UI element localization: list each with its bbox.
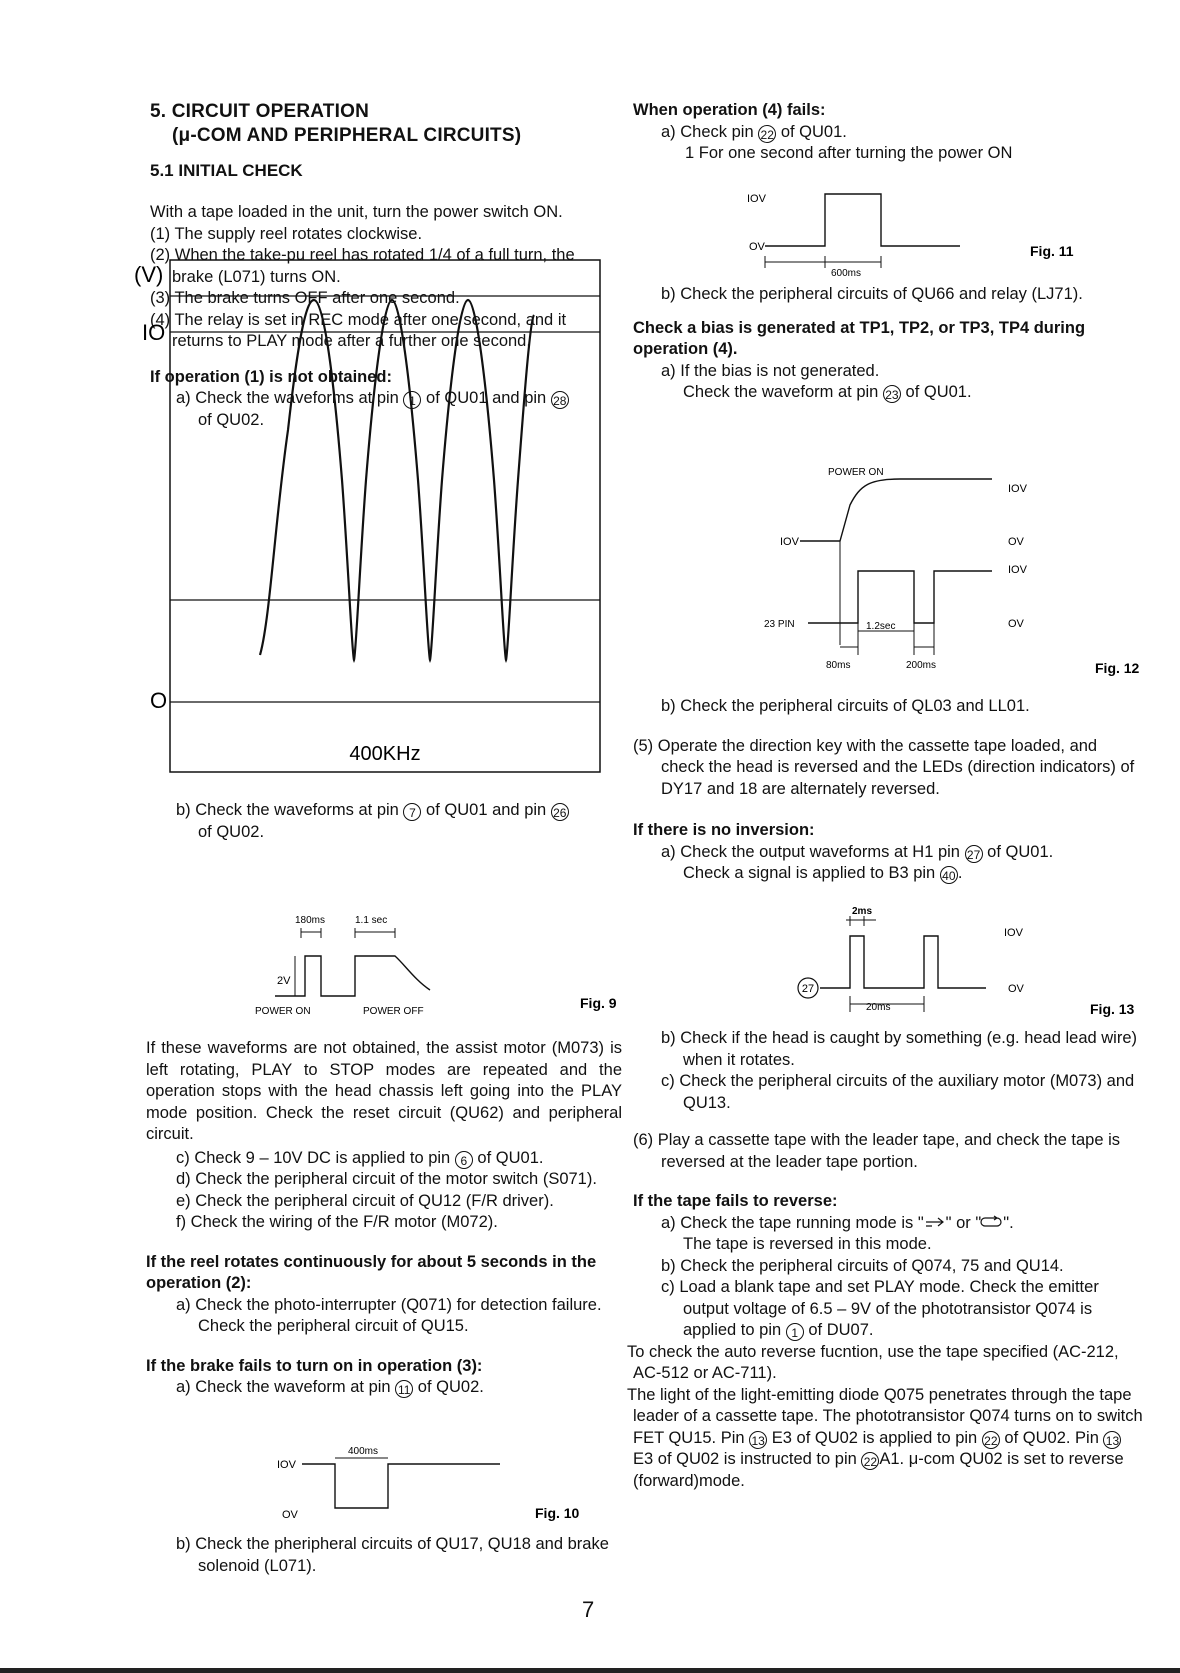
op2-a: a) Check the photo-interrupter (Q071) for detection failure. Check the peripheral circuit of QU15. [176,1295,602,1335]
op4-a-1: 1 For one second after turning the power ON [685,144,1013,162]
fig11-waveform [765,194,960,246]
fig12-pin-waveform [808,571,992,623]
fig12-power-curve [800,479,992,541]
fig10-waveform [302,1464,500,1508]
bottom-rule [0,1668,1180,1673]
tape-loop-icon [981,1216,1003,1228]
fig10-10v: IOV [277,1459,296,1471]
pin-badge: 6 [455,1151,473,1169]
scope-frame [170,260,600,772]
op1-c: c) Check 9 – 10V DC is applied to pin 6 of QU01. [176,1148,544,1168]
fig12-pin-label: 23 PIN [764,619,795,630]
page-number: 7 [582,1597,595,1622]
fig-11-diagram [745,180,1145,280]
para-light: The light of the light-emitting diode Q075 penetrates through the tape leader of a cassette tape. The phototransistor Q074 turns on to switch FET QU15. Pin 13 E3 of QU02 is applied to pin 22 of QU02. Pin 13 E3 of QU02 is instructed to pin 22 A1. μ-com QU02 is set to reverse (forward)mode. [627,1385,1143,1490]
rev-heading: If the tape fails to reverse: [633,1192,838,1210]
frequency-label: 400KHz [349,743,421,765]
subsection-title: 5.1 INITIAL CHECK [150,161,303,180]
right-column [633,100,1143,165]
fig-9-diagram [255,910,635,1025]
pin-badge: 7 [403,803,421,821]
fig13-time-2: 20ms [866,1002,891,1013]
fig9-waveform [275,956,430,996]
fig12-10v-b: IOV [1008,483,1027,495]
fig9-power-off: POWER OFF [363,1006,424,1017]
pin-badge: 40 [940,866,958,884]
fig13-10v: IOV [1004,927,1023,939]
right-column-2 [633,284,1143,404]
step-2: (2) When the take-pu reel has rotated 1/4 of a full turn, the brake (L071) turns ON. [150,246,575,286]
fig12-time-3: 200ms [906,660,937,671]
para-if-waveforms: If these waveforms are not obtained, the assist motor (M073) is left rotating, PLAY to STOP modes are repeated and the operation stops with the head chassis left going into the PLAY mode position. Check the reset circuit (QU62) and peripheral circuit. [146,1039,622,1143]
fig12-0v-b: OV [1008,618,1024,630]
op1-d: d) Check the peripheral circuit of the motor switch (S071). [176,1170,597,1188]
tape-forward-icon [924,1216,946,1228]
pin-badge: 26 [551,803,569,821]
rev-c: c) Load a blank tape and set PLAY mode. Check the emitter output voltage of 6.5 – 9V of the phototransistor Q074 is applied to pin 1 of DU07. [661,1278,1099,1340]
step-3: (3) The brake turns OFF after one second. [150,289,460,307]
y-unit-label: (V) [134,262,164,287]
inv-b: b) Check if the head is caught by something (e.g. head lead wire) when it rotates. [661,1029,1138,1069]
fig9-time-2: 1.1 sec [355,915,388,926]
op1-a: a) Check the waveforms at pin 1 of QU01 and pin 28 of QU02. [150,388,620,431]
y-top-label: IO [142,320,166,345]
op1-heading: If operation (1) is not obtained: [150,367,392,386]
pin-badge: 23 [883,385,901,403]
fig9-power-on: POWER ON [255,1006,311,1017]
op1-f: f) Check the wiring of the F/R motor (M072). [176,1213,498,1231]
fig13-waveform [820,936,986,988]
step-5: (5) Operate the direction key with the cassette tape loaded, and check the head is reversed and the LEDs (direction indicators) of DY17 and 18 are alternately reversed. [633,736,1135,798]
fig12-power-on: POWER ON [828,467,884,478]
op2-heading: If the reel rotates continuously for about 5 seconds in the operation (2): [146,1252,597,1292]
fig13-0v: OV [1008,983,1024,995]
sine-waveform [260,300,534,660]
bias-heading: Check a bias is generated at TP1, TP2, or TP3, TP4 during operation (4). [633,318,1086,358]
inv-a-1: a) Check the output waveforms at H1 pin 27 of QU01. [661,842,1054,862]
left-column-4 [150,1534,620,1577]
section-subtitle: (μ-COM AND PERIPHERAL CIRCUITS) [172,125,522,146]
intro-text: With a tape loaded in the unit, turn the power switch ON. [150,203,563,221]
bias-b: b) Check the peripheral circuits of QL03 and LL01. [661,697,1030,715]
pin-badge: 11 [395,1380,413,1398]
op1-e: e) Check the peripheral circuit of QU12 (F/R driver). [176,1191,554,1210]
step-6: (6) Play a cassette tape with the leader tape, and check the tape is reversed at the leader tape portion. [633,1131,1121,1171]
rev-a-1: a) Check the tape running mode is " " or " ". [661,1213,1014,1232]
op3-a: a) Check the waveform at pin 11 of QU02. [176,1378,484,1397]
inv-c: c) Check the peripheral circuits of the auxiliary motor (M073) and QU13. [661,1072,1135,1112]
left-column-3 [146,1038,622,1399]
pin-badge: 13 [749,1431,767,1449]
pin-badge: 1 [786,1323,804,1341]
oscilloscope-figure [130,260,630,840]
op3-heading: If the brake fails to turn on in operation (3): [146,1356,483,1375]
section-title: 5. CIRCUIT OPERATION [150,101,369,122]
fig12-time-2: 80ms [826,660,851,671]
op4-heading: When operation (4) fails: [633,101,826,119]
pin-badge: 22 [758,125,776,143]
fig10-time: 400ms [348,1446,379,1457]
op4-a: a) Check pin 22 of QU01. [661,122,847,142]
fig13-time-1: 2ms [852,906,873,917]
pin-badge: 22 [982,1431,1000,1449]
op1-b: b) Check the waveforms at pin 7 of QU01 and pin 26 of QU02. [150,800,620,843]
inv-a-2: Check a signal is applied to B3 pin 40 . [683,864,963,883]
para-auto-reverse: To check the auto reverse fucntion, use the tape specified (AC-212, AC-512 or AC-711). [627,1342,1119,1382]
op3-b: b) Check the pheripheral circuits of QU17, QU18 and brake solenoid (L071). [176,1535,609,1575]
rev-b: b) Check the peripheral circuits of Q074, 75 and QU14. [661,1256,1064,1275]
step-4: (4) The relay is set in REC mode after one second, and it returns to PLAY mode after a further one second. [150,310,567,350]
pin-badge: 1 [403,391,421,409]
fig-12-diagram [764,465,1150,690]
bias-a-2: Check the waveform at pin 23 of QU01. [683,383,972,402]
fig10-0v: OV [282,1509,298,1521]
fig-13-diagram [790,900,1150,1020]
fig12-label: Fig. 12 [1095,660,1140,676]
pin-badge: 22 [861,1452,879,1470]
fig11-time: 600ms [831,268,862,279]
right-column-3 [633,696,1143,885]
fig9-time-1: 180ms [295,915,326,926]
fig-10-diagram [270,1446,620,1526]
op4-b: b) Check the peripheral circuits of QU66 and relay (LJ71). [661,285,1083,303]
fig9-voltage: 2V [277,975,291,987]
fig11-0v: OV [749,241,765,253]
pin-badge: 28 [551,391,569,409]
fig12-10v-a: IOV [780,536,799,548]
fig13-pin-label: 27 [801,983,815,995]
step-1: (1) The supply reel rotates clockwise. [150,224,423,243]
fig10-label: Fig. 10 [535,1505,580,1521]
fig12-time-1: 1.2sec [866,621,896,632]
pin-badge: 13 [1103,1431,1121,1449]
fig11-label: Fig. 11 [1030,243,1074,259]
rev-a-2: The tape is reversed in this mode. [683,1235,932,1253]
fig12-0v-a: OV [1008,536,1024,548]
fig13-label: Fig. 13 [1090,1001,1135,1017]
inv-heading: If there is no inversion: [633,821,815,839]
pin-badge: 27 [965,845,983,863]
bias-a-1: a) If the bias is not generated. [661,361,880,380]
y-zero-label: O [150,688,168,713]
fig9-label: Fig. 9 [580,995,617,1011]
fig11-10v: IOV [747,193,766,205]
right-column-4 [627,1028,1143,1492]
fig12-10v-c: IOV [1008,564,1027,576]
left-column-2 [150,800,620,843]
